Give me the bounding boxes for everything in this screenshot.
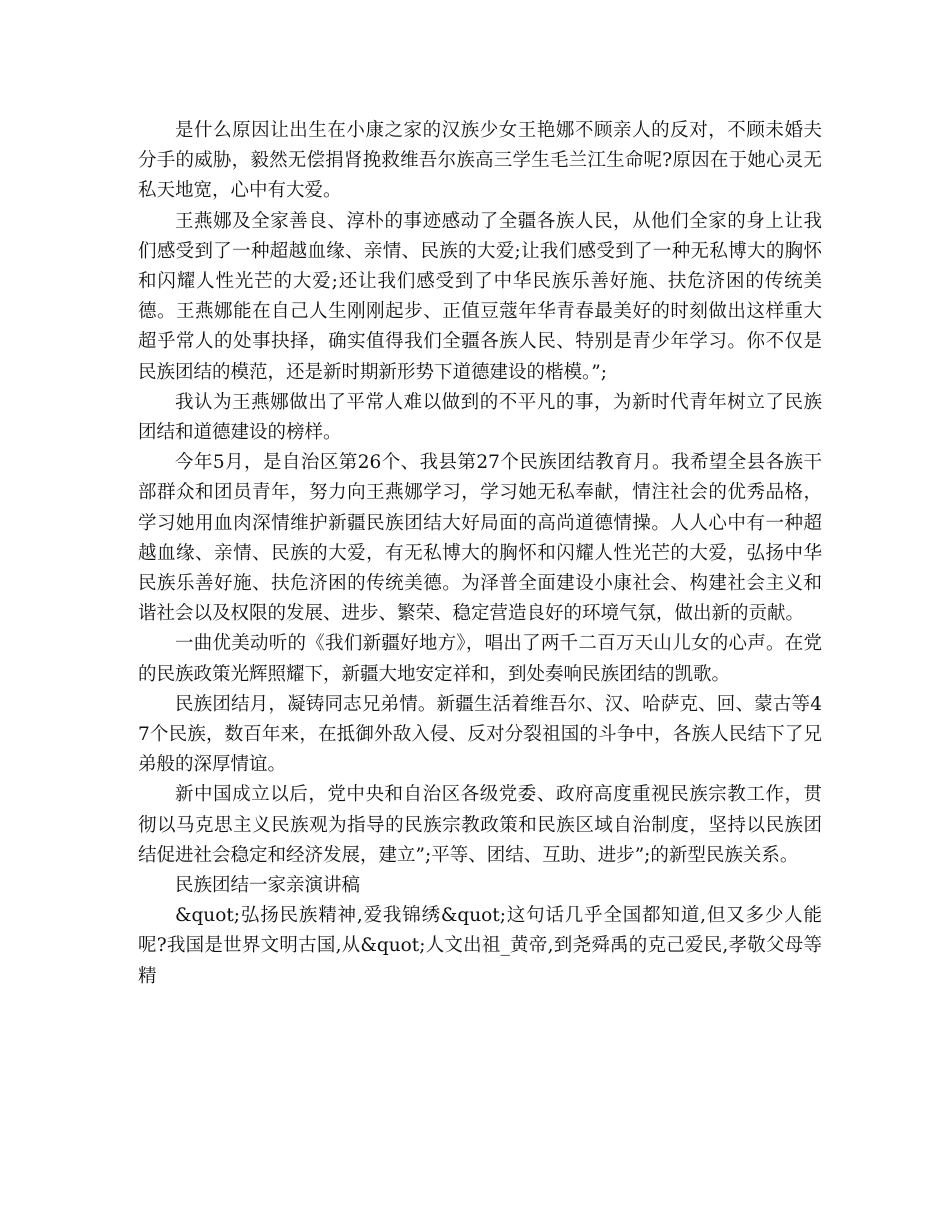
document-body (138, 116, 822, 992)
paragraph-4: 今年5月，是自治区第26个、我县第27个民族团结教育月。我希望全县各族干部群众和团员青年，努力向王燕娜学习，学习她无私奉献，情注社会的优秀品格，学习她用血肉深情维护新疆民族团结大好局面的高尚道德情操。人人心中有一种超越血缘、亲情、民族的大爱，有无私博大的胸怀和闪耀人性光芒的大爱，弘扬中华民族乐善好施、扶危济困的传统美德。为泽普全面建设小康社会、构建社会主义和谐社会以及权限的发展、进步、繁荣、稳定营造良好的环境气氛，做出新的贡献。 (138, 452, 822, 625)
paragraph-2: 王燕娜及全家善良、淳朴的事迹感动了全疆各族人民，从他们全家的身上让我们感受到了一种超越血缘、亲情、民族的大爱;让我们感受到了一种无私博大的胸怀和闪耀人性光芒的大爱;还让我们感受到了中华民族乐善好施、扶危济困的传统美德。王燕娜能在自己人生刚刚起步、正值豆蔻年华青春最美好的时刻做出这样重大超乎常人的处事抉择，确实值得我们全疆各族人民、特别是青少年学习。你不仅是民族团结的模范，还是新时期新形势下道德建设的楷模。”; (138, 210, 822, 383)
paragraph-8: &quot;弘扬民族精神,爱我锦绣&quot;这句话几乎全国都知道,但又多少人能呢?我国是世界文明古国,从&quot;人文出祖_黄帝,到尧舜禹的克己爱民,孝敬父母等精 (138, 905, 822, 987)
paragraph-6: 民族团结月，凝铸同志兄弟情。新疆生活着维吾尔、汉、哈萨克、回、蒙古等47个民族，数百年来，在抵御外敌入侵、反对分裂祖国的斗争中，各族人民结下了兄弟般的深厚情谊。 (138, 693, 822, 776)
section-heading: 民族团结一家亲演讲稿 (175, 875, 361, 897)
paragraph-5: 一曲优美动听的《我们新疆好地方》，唱出了两千二百万天山儿女的心声。在党的民族政策光辉照耀下，新疆大地安定祥和，到处奏响民族团结的凯歌。 (138, 633, 822, 685)
paragraph-7: 新中国成立以后，党中央和自治区各级党委、政府高度重视民族宗教工作，贯彻以马克思主义民族观为指导的民族宗教政策和民族区域自治制度，坚持以民族团结促进社会稳定和经济发展，建立”;平等、团结、互助、进步”;的新型民族关系。 (138, 784, 822, 866)
paragraph-3: 我认为王燕娜做出了平常人难以做到的不平凡的事，为新时代青年树立了民族团结和道德建设的榜样。 (138, 391, 822, 444)
paragraph-1: 是什么原因让出生在小康之家的汉族少女王艳娜不顾亲人的反对，不顾未婚夫分手的威胁，毅然无偿捐肾挽救维吾尔族高三学生毛兰江生命呢?原因在于她心灵无私天地宽，心中有大爱。 (138, 120, 822, 202)
